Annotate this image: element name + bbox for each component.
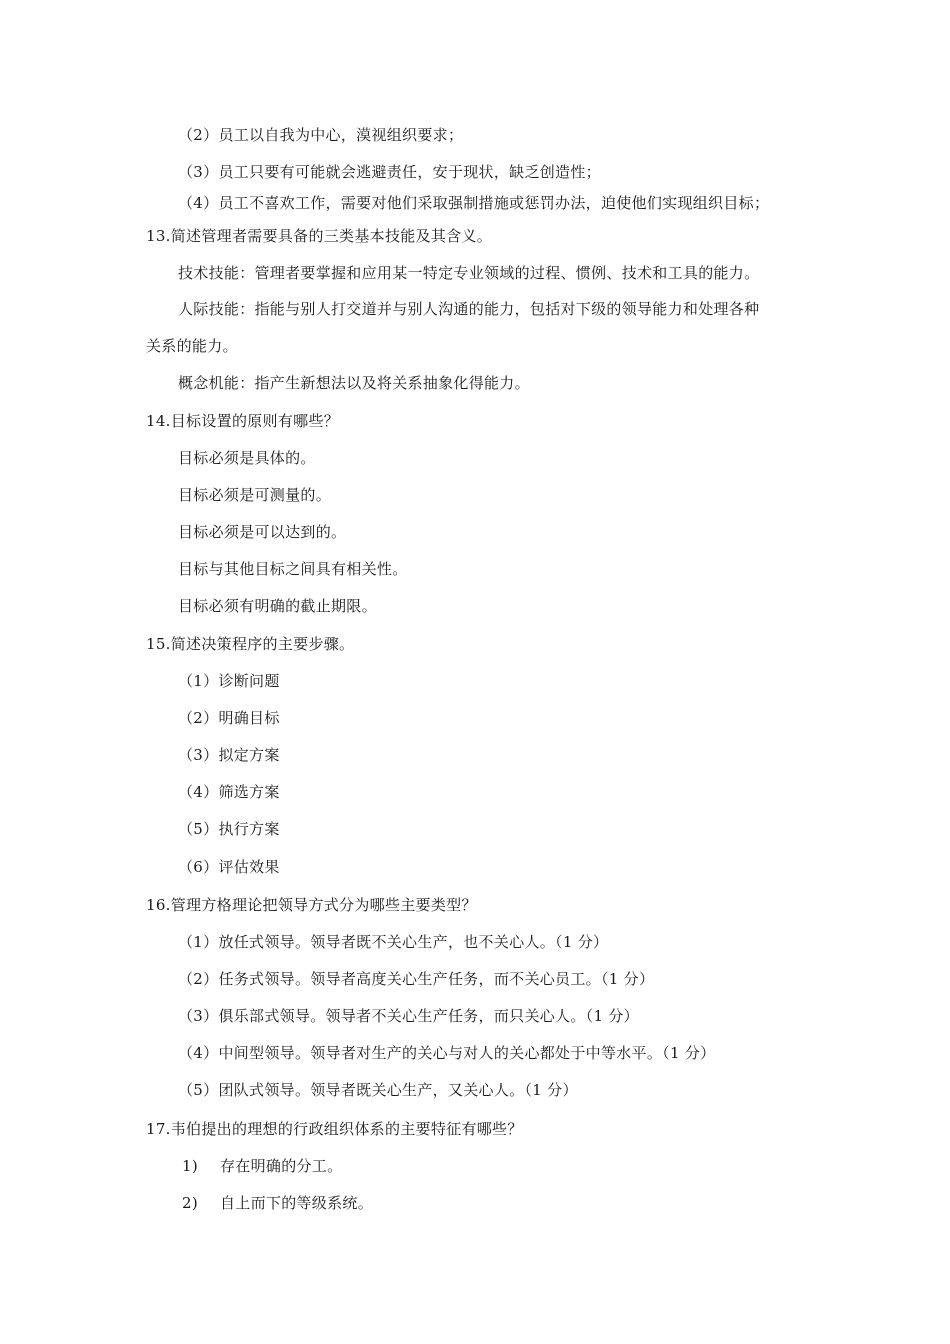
q16-item: （3）俱乐部式领导。领导者不关心生产任务，而只关心人。（1 分） — [178, 1007, 639, 1025]
q14-item: 目标必须是可测量的。 — [178, 486, 332, 504]
q13-conceptual-skill: 概念机能：指产生新想法以及将关系抽象化得能力。 — [178, 374, 530, 392]
q16-question: 16.管理方格理论把领导方式分为哪些主要类型？ — [146, 896, 477, 914]
q17-item — [182, 1156, 342, 1176]
q16-item: （5）团队式领导。领导者既关心生产，又关心人。（1 分） — [178, 1081, 578, 1099]
q17-item-number: 1) — [182, 1157, 198, 1175]
q13-interpersonal-skill-cont: 关系的能力。 — [146, 337, 238, 355]
q14-question: 14.目标设置的原则有哪些？ — [146, 412, 340, 430]
q16-item: （4）中间型领导。领导者对生产的关心与对人的关心都处于中等水平。（1 分） — [178, 1044, 716, 1062]
q12-item-2: （2）员工以自我为中心，漠视组织要求； — [178, 126, 464, 144]
q16-item: （2）任务式领导。领导者高度关心生产任务，而不关心员工。（1 分） — [178, 970, 655, 988]
q17-item-number: 2) — [182, 1194, 198, 1212]
q13-interpersonal-skill: 人际技能：指能与别人打交道并与别人沟通的能力，包括对下级的领导能力和处理各种 — [178, 300, 760, 318]
q16-item: （1）放任式领导。领导者既不关心生产，也不关心人。（1 分） — [178, 933, 609, 951]
q14-item: 目标与其他目标之间具有相关性。 — [178, 560, 408, 578]
q15-step: （6）评估效果 — [178, 858, 280, 876]
q15-step: （3）拟定方案 — [178, 746, 280, 764]
q15-step: （1）诊断问题 — [178, 672, 280, 690]
q14-item: 目标必须是可以达到的。 — [178, 523, 347, 541]
q17-item-text: 存在明确的分工。 — [220, 1157, 343, 1175]
q17-question: 17.韦伯提出的理想的行政组织体系的主要特征有哪些？ — [146, 1120, 523, 1138]
q15-step: （4）筛选方案 — [178, 783, 280, 801]
q13-technical-skill: 技术技能：管理者要掌握和应用某一特定专业领域的过程、惯例、技术和工具的能力。 — [178, 264, 760, 282]
q13-question: 13.简述管理者需要具备的三类基本技能及其含义。 — [146, 227, 493, 245]
q15-step: （5）执行方案 — [178, 820, 280, 838]
q14-item: 目标必须有明确的截止期限。 — [178, 597, 377, 615]
q15-step: （2）明确目标 — [178, 709, 280, 727]
q17-item-text: 自上而下的等级系统。 — [220, 1194, 374, 1212]
q12-item-3: （3）员工只要有可能就会逃避责任，安于现状，缺乏创造性； — [178, 163, 601, 181]
q15-question: 15.简述决策程序的主要步骤。 — [146, 635, 355, 653]
q17-item — [182, 1193, 373, 1213]
q12-item-4: （4）员工不喜欢工作，需要对他们采取强制措施或惩罚办法，迫使他们实现组织目标； — [178, 194, 770, 212]
q14-item: 目标必须是具体的。 — [178, 449, 316, 467]
